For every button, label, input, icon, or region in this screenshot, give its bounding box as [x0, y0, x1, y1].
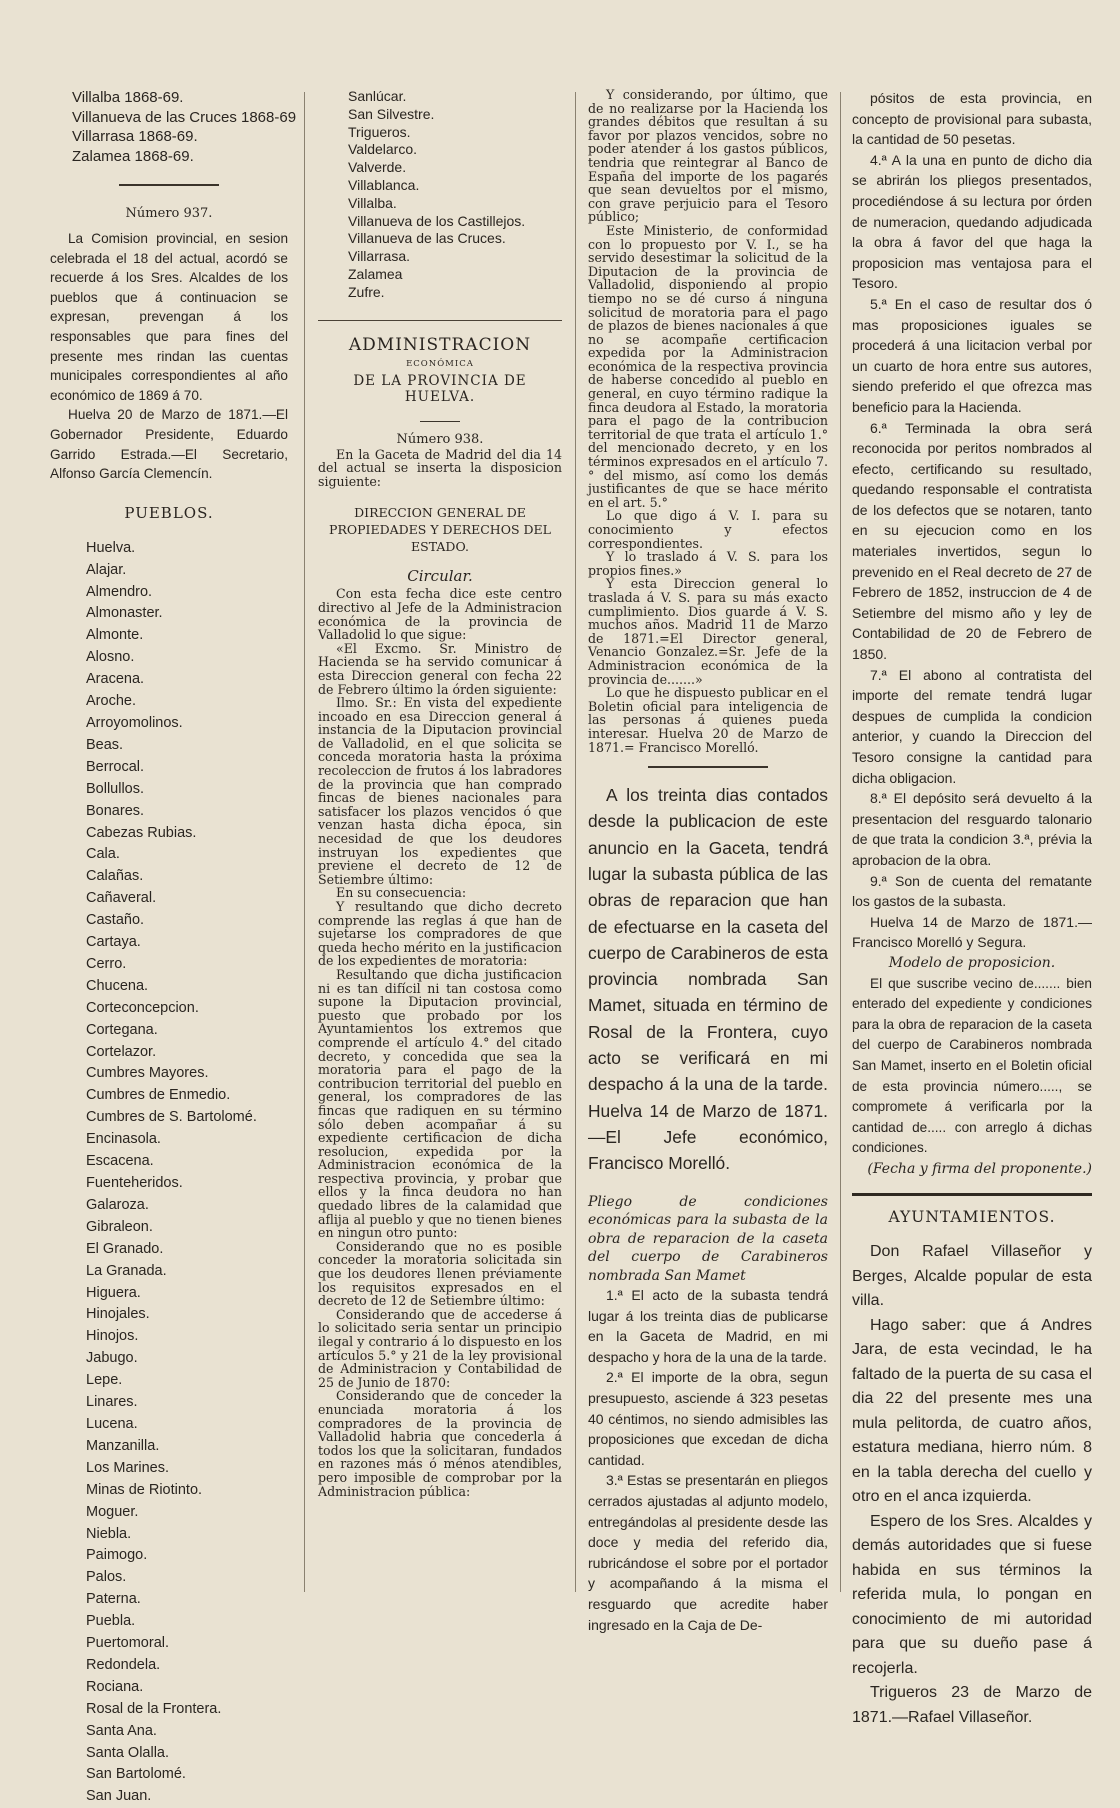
pueblo-item: Los Marines.: [86, 1459, 170, 1476]
pueblo-item: Sanlúcar.: [348, 88, 407, 104]
pueblo-item: Villalba.: [348, 194, 397, 211]
pueblo-item: Rociana.: [86, 1678, 144, 1695]
pueblo-item: Castaño.: [86, 912, 145, 929]
pueblo-item: Chucena.: [86, 977, 149, 994]
modelo-title: Modelo de proposicion.: [888, 954, 1056, 971]
pueblo-item: Almonaster.: [86, 605, 163, 622]
pueblo-item: Huelva.: [86, 539, 136, 556]
pueblo-item: Beas.: [86, 736, 124, 753]
section-title: ADMINISTRACION: [348, 334, 532, 355]
ayuntamientos-body: [852, 1240, 1092, 1730]
notice-number: Número 938.: [396, 431, 484, 447]
pueblo-item: Lucena.: [86, 1415, 138, 1432]
pueblo-item: Palos.: [86, 1569, 127, 1586]
notice-number: Número 937.: [125, 206, 213, 221]
ayuntamiento-paragraph: Don Rafael Villaseñor y Berges, Alcalde popular de esta villa.: [852, 1243, 1092, 1310]
pueblos-title: PUEBLOS.: [124, 503, 214, 522]
pueblo-item: Berrocal.: [86, 758, 145, 775]
column-rule: [304, 92, 305, 1592]
pueblo-item: Galaroza.: [86, 1196, 149, 1213]
pueblo-item: Niebla.: [86, 1525, 132, 1542]
pueblo-item: Linares.: [86, 1394, 138, 1411]
circular-body: [318, 587, 562, 1498]
list-item: Villarrasa 1868-69.: [72, 128, 198, 145]
pueblo-item: La Granada.: [86, 1262, 167, 1279]
paragraph: Considerando que no es posible conceder la moratoria solicitada sin que los deudores llenen préviamente los requisitos expresados en el decreto de 12 de Setiembre último:: [318, 1238, 562, 1309]
column-2: [318, 88, 562, 1498]
column-3: [588, 88, 828, 1635]
pueblo-item: Redondela.: [86, 1656, 161, 1673]
pueblo-item: Paterna.: [86, 1591, 141, 1608]
pueblo-item: Encinasola.: [86, 1131, 161, 1148]
pueblo-item: Villanueva de los Castillejos.: [348, 212, 526, 229]
column-rule: [840, 92, 841, 1592]
circular-body-continued: [588, 88, 828, 754]
pueblo-item: Cerro.: [86, 955, 127, 972]
pueblo-item: Cortelazor.: [86, 1043, 157, 1060]
intro-paragraph: En la Gaceta de Madrid del dia 14 del actual se inserta la disposicion siguiente:: [318, 446, 562, 489]
direction-title: DIRECCION GENERAL DE PROPIEDADES Y DERECHOS DEL ESTADO.: [329, 505, 551, 555]
paragraph: Lo que digo á V. I. para su conocimiento y efectos correspondientes.: [588, 508, 828, 551]
modelo-text: El que suscribe vecino de....... bien enterado del expediente y condiciones para la obra de reparacion de la caseta del cuerpo de Carabineros nombrada San Mamet, inserto en el Boletin oficial de esta provincia número....., se compromete á verificarla por la cantidad de..... con arreglo á dichas condiciones.: [852, 975, 1092, 1156]
pueblo-item: Zufre.: [348, 283, 385, 300]
paragraph: Con esta fecha dice este centro directivo al Jefe de la Administracion económica de la provincia de Valladolid lo que sigue:: [318, 586, 562, 643]
pueblo-item: Zalamea: [348, 265, 403, 282]
pueblo-item: Rosal de la Frontera.: [86, 1700, 222, 1717]
pueblo-item: Aroche.: [86, 693, 136, 710]
pueblo-item: Puertomoral.: [86, 1635, 170, 1652]
condition: Huelva 14 de Marzo de 1871.— Francisco Morelló y Segura.: [852, 913, 1092, 951]
ayuntamiento-paragraph: Trigueros 23 de Marzo de 1871.—Rafael Villaseñor.: [852, 1684, 1092, 1726]
pueblo-item: San Bartolomé.: [86, 1766, 186, 1783]
pueblo-item: Cartaya.: [86, 934, 141, 951]
column-4: [852, 88, 1092, 1730]
condition: 7.ª El abono al contratista del importe del remate tendrá lugar despues de cumplida la condicion anterior, y cuando la Direccion del Tesoro consigne la cantidad para dicha obligacion.: [852, 666, 1092, 786]
pliego-title: Pliego de condiciones económicas para la subasta de la obra de reparacion de la caseta del cuerpo de Carabineros nombrada San Mamet: [588, 1193, 828, 1284]
ayuntamientos-title: AYUNTAMIENTOS.: [888, 1208, 1056, 1227]
paragraph: Y lo traslado á V. S. para los propios fines.»: [588, 549, 828, 578]
condition: 4.ª A la una en punto de dicho dia se abrirán los pliegos presentados, procediéndose á su lectura por órden de numeracion, quedando adjudicada la obra á favor del que haga la proposicion mas ventajosa para el Tesoro.: [852, 151, 1092, 292]
condition: 2.ª El importe de la obra, segun presupuesto, asciende á 323 pesetas 40 céntimos, no siendo admisibles las proposiciones que excedan de dicha cantidad.: [588, 1369, 828, 1468]
pueblo-item: Corteconcepcion.: [86, 999, 199, 1016]
pueblo-item: Cumbres de Enmedio.: [86, 1087, 231, 1104]
pueblo-item: Fuenteheridos.: [86, 1175, 183, 1191]
divider: [852, 1193, 1092, 1196]
list-item: Villalba 1868-69.: [72, 89, 184, 106]
pueblo-item: Manzanilla.: [86, 1437, 160, 1454]
condition: 3.ª Estas se presentarán en pliegos cerrados ajustadas al adjunto modelo, entregándolas al presidente desde las doce y media del referido dia, rubricándose el sobre por el portador y acompañando á la misma el resguardo que acredite haber ingresado en la Caja de De-: [588, 1472, 828, 1633]
pueblo-item: Alajar.: [86, 561, 127, 578]
pueblo-item: Valverde.: [348, 159, 407, 176]
pueblo-item: Aracena.: [86, 671, 145, 688]
column-rule: [575, 92, 576, 1592]
paragraph: En su consecuencia:: [336, 885, 467, 901]
pliego-conditions: [588, 1285, 828, 1635]
condition: 1.ª El acto de la subasta tendrá lugar á los treinta dias de publicarse en la Gaceta de Madrid, en mi despacho y hora de la una de la tarde.: [588, 1287, 828, 1365]
condition: pósitos de esta provincia, en concepto de provisional para subasta, la cantidad de 50 pesetas.: [852, 90, 1092, 148]
pueblo-item: Bollullos.: [86, 780, 145, 797]
pueblo-item: Gibraleon.: [86, 1218, 153, 1235]
paragraph: Y esta Direccion general lo traslada á V. S. para su más exacto cumplimiento. Dios guarde á V. S. muchos años. Madrid 11 de Marzo de 1871.=El Director general, Venancio Gonzalez.=Sr. Jefe de la Administracion económica de la provincia de.......»: [588, 576, 828, 687]
paragraph: Considerando que de conceder la enunciada moratoria á los compradores de la provincia de Valladolid habria que concederla á todos los que la solicitaran, fundados en razones más ó ménos atendibles, pero imposible de comprobar por la Administracion pública:: [318, 1388, 562, 1499]
subasta-anuncio: A los treinta dias contados desde la publicacion de este anuncio en la Gaceta, tendrá lugar la subasta pública de las obras de reparacion que han de efectuarse en la caseta del cuerpo de Carabineros de esta provincia nombrada San Mamet, situada en término de Rosal de la Frontera, cuyo acto se verificará en mi despacho á la una de la tarde. Huelva 14 de Marzo de 1871.—El Jefe económico, Francisco Morelló.: [588, 785, 828, 1174]
pueblos-list-continued: [318, 88, 562, 302]
modelo-signature: (Fecha y firma del proponente.): [867, 1160, 1092, 1177]
pueblo-item: Cumbres de S. Bartolomé.: [86, 1109, 257, 1126]
pueblo-item: Bonares.: [86, 802, 145, 819]
condition: 8.ª El depósito será devuelto á la presentacion del resguardo talonario de que trata la condicion 3.ª, prévia la aprobacion de la obra.: [852, 790, 1092, 868]
ayuntamiento-paragraph: Hago saber: que á Andres Jara, de esta vecindad, le ha faltado de la puerta de su casa el dia 22 del presente mes una mula pelitorda, de cuatro años, estatura mediana, hierro núm. 8 en la tabla derecha del cuello y otro en el anca izquierda.: [852, 1316, 1092, 1506]
list-item: Zalamea 1868-69.: [72, 147, 194, 165]
pueblo-item: Cortegana.: [86, 1021, 158, 1038]
pueblo-item: Minas de Riotinto.: [86, 1481, 203, 1498]
pliego-conditions-continued: [852, 88, 1092, 953]
pueblo-item: Cala.: [86, 846, 120, 863]
ayuntamiento-paragraph: Espero de los Sres. Alcaldes y demás autoridades que si fuese habida en sus términos la referida mula, lo pongan en conocimiento de mi autoridad para que su dueño pase á recojerla.: [852, 1512, 1092, 1677]
pueblo-item: Escacena.: [86, 1153, 154, 1170]
column-1: [50, 88, 297, 1808]
pueblo-item: Paimogo.: [86, 1547, 148, 1564]
pueblo-item: Trigueros.: [348, 123, 411, 140]
pueblo-item: Calañas.: [86, 868, 144, 885]
pueblo-item: Hinojales.: [86, 1306, 150, 1323]
paragraph: Lo que he dispuesto publicar en el Boletin oficial para inteligencia de las personas á quienes pueda interesar. Huelva 20 de Marzo de 1871.= Francisco Morelló.: [588, 685, 828, 755]
pueblo-item: Almendro.: [86, 583, 153, 600]
divider: [318, 320, 562, 321]
paragraph: Ilmo. Sr.: En vista del expediente incoado en esa Direccion general á instancia de la Diputacion provincial de Valladolid, en el que solicita se conceda moratoria hasta la próxima recoleccion de frutos á los labradores de la provincia que han comprado fincas de bienes nacionales para satisfacer los plazos vencidos ó que venzan hasta dicha época, sin necesidad de que los deudores instruyan los expedientes que previene el decreto de 12 de Setiembre último:: [318, 695, 562, 887]
pueblo-item: Cabezas Rubias.: [86, 824, 197, 841]
divider: [119, 184, 219, 186]
paragraph: Y considerando, por último, que de no realizarse por la Hacienda los grandes débitos que resultan á su favor por plazos vencidos, sobre no poder atender á los gastos públicos, tendria que reintegrar al Banco de España del importe de los pagarés que sean devueltos por el mismo, con grave perjuicio para el Tesoro público;: [588, 87, 828, 225]
section-subtitle: ECONÓMICA: [406, 358, 474, 369]
paragraph: Considerando que de accederse á lo solicitado seria sentar un principio ilegal y contrario á lo dispuesto en los artículos 5.° y 21 de la ley provisional de Administracion y Contabilidad de 25 de Junio de 1870:: [318, 1306, 562, 1390]
pueblo-item: Puebla.: [86, 1613, 136, 1630]
condition: 6.ª Terminada la obra será reconocida por peritos nombrados al efecto, certificando su resultado, quedando responsable el contratista de los defectos que se notaren, tanto en su ejecucion como en los materiales invertidos, segun lo prevenido en el Real decreto de 27 de Febrero de 1852, instruccion de 4 de Setiembre del mismo año y ley de Contabilidad de 20 de Febrero de 1850.: [852, 419, 1092, 663]
notice-paragraph: La Comision provincial, en sesion celebrada el 18 del actual, acordó se recuerde á los Sres. Alcaldes de los pueblos que á continuacion se expresan, prevengan á los responsables que para fines del presente mes rindan las cuentas municipales correspondientes al año económico de 1869 á 70.: [50, 231, 288, 403]
paragraph: Este Ministerio, de conformidad con lo propuesto por V. I., se ha servido desestimar la solicitud de la Diputacion de la provincia de Valladolid, disponiendo al propio tiempo no se dé curso á ninguna solicitud de moratoria para el pago de plazos de bienes nacionales á que no se acompañe certificacion expedida por la Administracion económica de la respectiva provincia de haberse concedido al pueblo en general, en cuyo término radique la finca deudora al Estado, la moratoria para el pago de la contribucion territorial de que trata el artículo 1.° del mencionado decreto, y en los términos expresados en el artículo 7.° del mismo, así como los demás justificantes de que se hace mérito en el art. 5.°: [588, 222, 828, 510]
divider: [420, 421, 460, 422]
pueblo-item: San Silvestre.: [348, 105, 435, 122]
paragraph: «El Excmo. Sr. Ministro de Hacienda se ha servido comunicar á esta Direccion general con fecha 22 de Febrero último la órden siguiente:: [318, 640, 562, 697]
pueblo-item: Hinojos.: [86, 1328, 139, 1345]
pueblo-item: Moguer.: [86, 1503, 139, 1520]
pueblo-item: Villanueva de las Cruces.: [348, 230, 506, 247]
pueblo-item: Jabugo.: [86, 1350, 138, 1367]
pueblo-item: Almonte.: [86, 627, 144, 644]
paragraph: Resultando que dicha justificacion ni es tan difícil ni tan costosa como supone la Diputacion provincial, puesto que probado por los Ayuntamientos los extremos que comprende el artículo 4.° del citado decreto, y concedida que sea la moratoria para el pago de la contribucion territorial del pueblo en general, los compradores de las fincas que radiquen en su término sólo deben acompañar á su expediente certificacion de dicha resolucion, expedida por la Administracion económica de la respectiva provincia, y probar que ellos y la finca deudora no han quedado libres de la calamidad que aflija al pueblo y que no tienen bienes en ningun otro punto:: [318, 966, 562, 1241]
pueblo-item: Valdelarco.: [348, 141, 418, 158]
divider: [648, 766, 768, 768]
accounts-list-top: [50, 88, 297, 166]
pueblo-item: Villablanca.: [348, 176, 420, 193]
pueblo-item: Alosno.: [86, 649, 135, 666]
condition: 9.ª Son de cuenta del rematante los gastos de la subasta.: [852, 872, 1092, 910]
pueblo-item: Cumbres Mayores.: [86, 1065, 209, 1082]
section-province: DE LA PROVINCIA DE HUELVA.: [353, 372, 527, 405]
pueblo-item: San Juan.: [86, 1788, 152, 1805]
pueblo-item: Cañaveral.: [86, 890, 157, 907]
pueblo-item: Higuera.: [86, 1284, 141, 1301]
pueblo-item: Arroyomolinos.: [86, 714, 183, 731]
pueblo-item: Santa Ana.: [86, 1722, 157, 1739]
circular-title: Circular.: [407, 567, 473, 586]
pueblo-item: Villarrasa.: [348, 248, 410, 265]
list-item: Villanueva de las Cruces 1868-69: [72, 108, 297, 126]
pueblo-item: El Granado.: [86, 1240, 164, 1257]
pueblos-list: [50, 538, 288, 1808]
paragraph: Y resultando que dicho decreto comprende las reglas á que han de sujetarse los compradores de que queda hecho mérito en la justificacion de los expedientes de moratoria:: [318, 899, 563, 969]
pueblo-item: Santa Olalla.: [86, 1744, 170, 1761]
notice-signature: Huelva 20 de Marzo de 1871.—El Gobernador Presidente, Eduardo Garrido Estrada.—El Secretario, Alfonso García Clemencín.: [50, 407, 288, 482]
condition: 5.ª En el caso de resultar dos ó mas proposiciones iguales se procederá á una licitacion verbal por un cuarto de hora entre sus autores, siendo preferido el que ofrezca mas beneficio para la Hacienda.: [852, 295, 1092, 415]
pueblo-item: Lepe.: [86, 1372, 123, 1389]
